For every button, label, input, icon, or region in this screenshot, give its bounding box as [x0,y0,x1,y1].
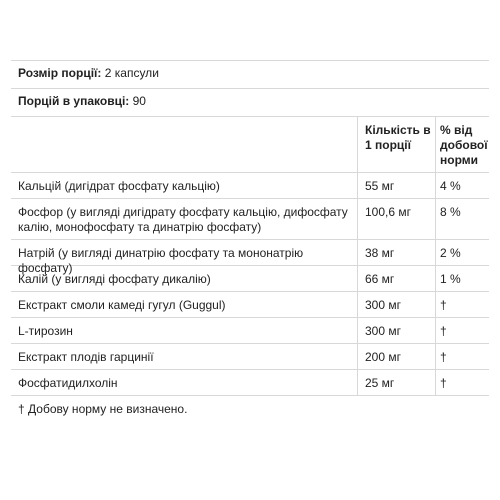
nutrient-name: L-тирозин [18,324,73,338]
nutrient-name: Натрій (у вигляді динатрію фосфату та мононатрію фосфату) [18,246,304,275]
table-row [11,370,489,395]
column-divider [435,173,436,198]
table-header [11,117,489,172]
nutrient-daily-value: † [440,324,447,338]
nutrient-amount: 100,6 мг [365,205,411,219]
column-divider [357,117,358,172]
header-daily-value: % від добової норми [440,123,488,167]
nutrient-daily-value: † [440,350,447,364]
servings-per-container-label: Порцій в упаковці: [18,94,130,108]
servings-per-container-value: 90 [129,94,146,108]
nutrient-amount: 300 мг [365,324,401,338]
nutrient-amount: 300 мг [365,298,401,312]
table-row [11,240,489,275]
nutrient-daily-value: † [440,376,447,390]
nutrient-name: Екстракт смоли камеді гугул (Guggul) [18,298,226,312]
nutrient-name: Фосфатидилхолін [18,376,118,390]
nutrient-name: Кальцій (дигідрат фосфату кальцію) [18,179,220,193]
table-row [11,344,489,369]
table-row [11,318,489,343]
column-divider [435,344,436,369]
table-row [11,199,489,239]
nutrient-daily-value: 4 % [440,179,461,193]
table-row [11,173,489,198]
footnote: † Добову норму не визначено. [18,402,188,416]
column-divider [435,370,436,395]
nutrient-daily-value: † [440,298,447,312]
serving-size-row [11,61,489,88]
nutrient-rows [11,172,489,395]
table-row [11,292,489,317]
nutrient-name: Екстракт плодів гарцинії [18,350,154,364]
column-divider [435,292,436,317]
nutrient-daily-value: 2 % [440,246,461,260]
column-divider [435,266,436,291]
nutrient-daily-value: 1 % [440,272,461,286]
nutrient-name: Фосфор (у вигляді дигідрату фосфату кальцію, дифосфату калію, монофосфату та динатрію фосфату) [18,205,348,234]
nutrient-daily-value: 8 % [440,205,461,219]
serving-size-label: Розмір порції: [18,66,102,80]
column-divider [435,117,436,172]
supplement-facts-panel [11,60,489,417]
column-divider [435,240,436,265]
nutrient-amount: 200 мг [365,350,401,364]
column-divider [435,318,436,343]
nutrient-amount: 25 мг [365,376,395,390]
nutrient-name: Калій (у вигляді фосфату дикалію) [18,272,211,286]
serving-size-value: 2 капсули [101,66,159,80]
nutrient-amount: 66 мг [365,272,395,286]
column-divider [435,199,436,239]
header-amount: Кількість в 1 порції [365,123,431,152]
nutrient-amount: 55 мг [365,179,395,193]
servings-per-container-row [11,89,489,116]
nutrient-amount: 38 мг [365,246,395,260]
table-row [11,266,489,291]
